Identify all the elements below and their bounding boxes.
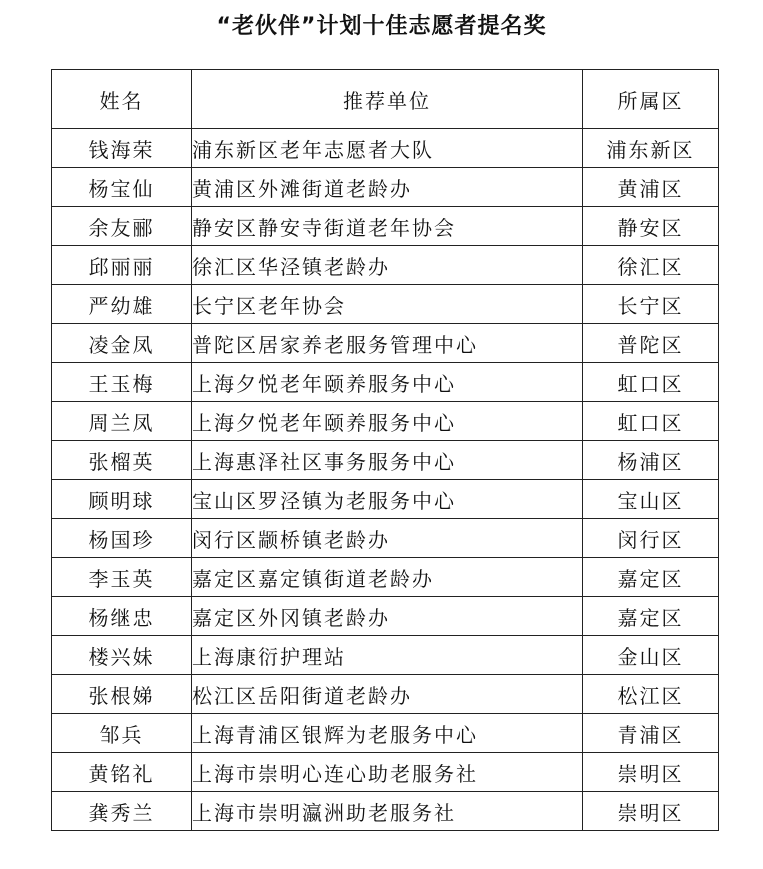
- unit-cell: 上海康衍护理站: [192, 636, 583, 675]
- name-cell: 杨国珍: [52, 519, 192, 558]
- table-row: [52, 675, 719, 714]
- district-cell: 浦东新区: [583, 129, 719, 168]
- table-row: [52, 285, 719, 324]
- name-cell: 龚秀兰: [52, 792, 192, 831]
- name-cell: 楼兴妹: [52, 636, 192, 675]
- unit-cell: 宝山区罗泾镇为老服务中心: [192, 480, 583, 519]
- district-cell: 徐汇区: [583, 246, 719, 285]
- unit-cell: 上海市崇明瀛洲助老服务社: [192, 792, 583, 831]
- name-cell: 张根娣: [52, 675, 192, 714]
- name-cell: 余友郦: [52, 207, 192, 246]
- district-cell: 杨浦区: [583, 441, 719, 480]
- table-row: [52, 402, 719, 441]
- district-cell: 崇明区: [583, 792, 719, 831]
- table-row: [52, 714, 719, 753]
- unit-cell: 黄浦区外滩街道老龄办: [192, 168, 583, 207]
- nominee-table: [51, 69, 719, 831]
- name-cell: 邹兵: [52, 714, 192, 753]
- table-row: [52, 597, 719, 636]
- district-cell: 虹口区: [583, 363, 719, 402]
- name-cell: 王玉梅: [52, 363, 192, 402]
- district-cell: 崇明区: [583, 753, 719, 792]
- district-cell: 金山区: [583, 636, 719, 675]
- unit-cell: 松江区岳阳街道老龄办: [192, 675, 583, 714]
- name-cell: 凌金凤: [52, 324, 192, 363]
- district-cell: 静安区: [583, 207, 719, 246]
- unit-cell: 上海惠泽社区事务服务中心: [192, 441, 583, 480]
- table-row: [52, 753, 719, 792]
- unit-cell: 徐汇区华泾镇老龄办: [192, 246, 583, 285]
- name-cell: 钱海荣: [52, 129, 192, 168]
- name-cell: 顾明球: [52, 480, 192, 519]
- district-cell: 嘉定区: [583, 597, 719, 636]
- name-cell: 杨宝仙: [52, 168, 192, 207]
- name-cell: 周兰凤: [52, 402, 192, 441]
- unit-cell: 闵行区颛桥镇老龄办: [192, 519, 583, 558]
- name-cell: 张榴英: [52, 441, 192, 480]
- district-cell: 青浦区: [583, 714, 719, 753]
- table-row: [52, 246, 719, 285]
- table-row: [52, 792, 719, 831]
- district-cell: 黄浦区: [583, 168, 719, 207]
- table-row: [52, 168, 719, 207]
- district-cell: 虹口区: [583, 402, 719, 441]
- district-cell: 松江区: [583, 675, 719, 714]
- district-cell: 嘉定区: [583, 558, 719, 597]
- column-header-unit: 推荐单位: [192, 70, 583, 129]
- district-cell: 宝山区: [583, 480, 719, 519]
- table-row: [52, 441, 719, 480]
- column-header-district: 所属区: [583, 70, 719, 129]
- table-row: [52, 480, 719, 519]
- unit-cell: 浦东新区老年志愿者大队: [192, 129, 583, 168]
- table-row: [52, 129, 719, 168]
- name-cell: 杨继忠: [52, 597, 192, 636]
- table-body: [52, 129, 719, 831]
- unit-cell: 嘉定区嘉定镇街道老龄办: [192, 558, 583, 597]
- name-cell: 邱丽丽: [52, 246, 192, 285]
- column-header-name: 姓名: [52, 70, 192, 129]
- unit-cell: 嘉定区外冈镇老龄办: [192, 597, 583, 636]
- unit-cell: 长宁区老年协会: [192, 285, 583, 324]
- table-row: [52, 207, 719, 246]
- unit-cell: 上海夕悦老年颐养服务中心: [192, 402, 583, 441]
- table-row: [52, 324, 719, 363]
- unit-cell: 上海青浦区银辉为老服务中心: [192, 714, 583, 753]
- unit-cell: 普陀区居家养老服务管理中心: [192, 324, 583, 363]
- district-cell: 闵行区: [583, 519, 719, 558]
- unit-cell: 静安区静安寺街道老年协会: [192, 207, 583, 246]
- unit-cell: 上海夕悦老年颐养服务中心: [192, 363, 583, 402]
- name-cell: 严幼雄: [52, 285, 192, 324]
- name-cell: 李玉英: [52, 558, 192, 597]
- table-row: [52, 636, 719, 675]
- header-row: [52, 70, 719, 129]
- document-title: “老伙伴”计划十佳志愿者提名奖: [216, 14, 547, 39]
- unit-cell: 上海市崇明心连心助老服务社: [192, 753, 583, 792]
- table-row: [52, 558, 719, 597]
- table-header: [52, 70, 719, 129]
- table-row: [52, 363, 719, 402]
- district-cell: 普陀区: [583, 324, 719, 363]
- table-row: [52, 519, 719, 558]
- district-cell: 长宁区: [583, 285, 719, 324]
- name-cell: 黄铭礼: [52, 753, 192, 792]
